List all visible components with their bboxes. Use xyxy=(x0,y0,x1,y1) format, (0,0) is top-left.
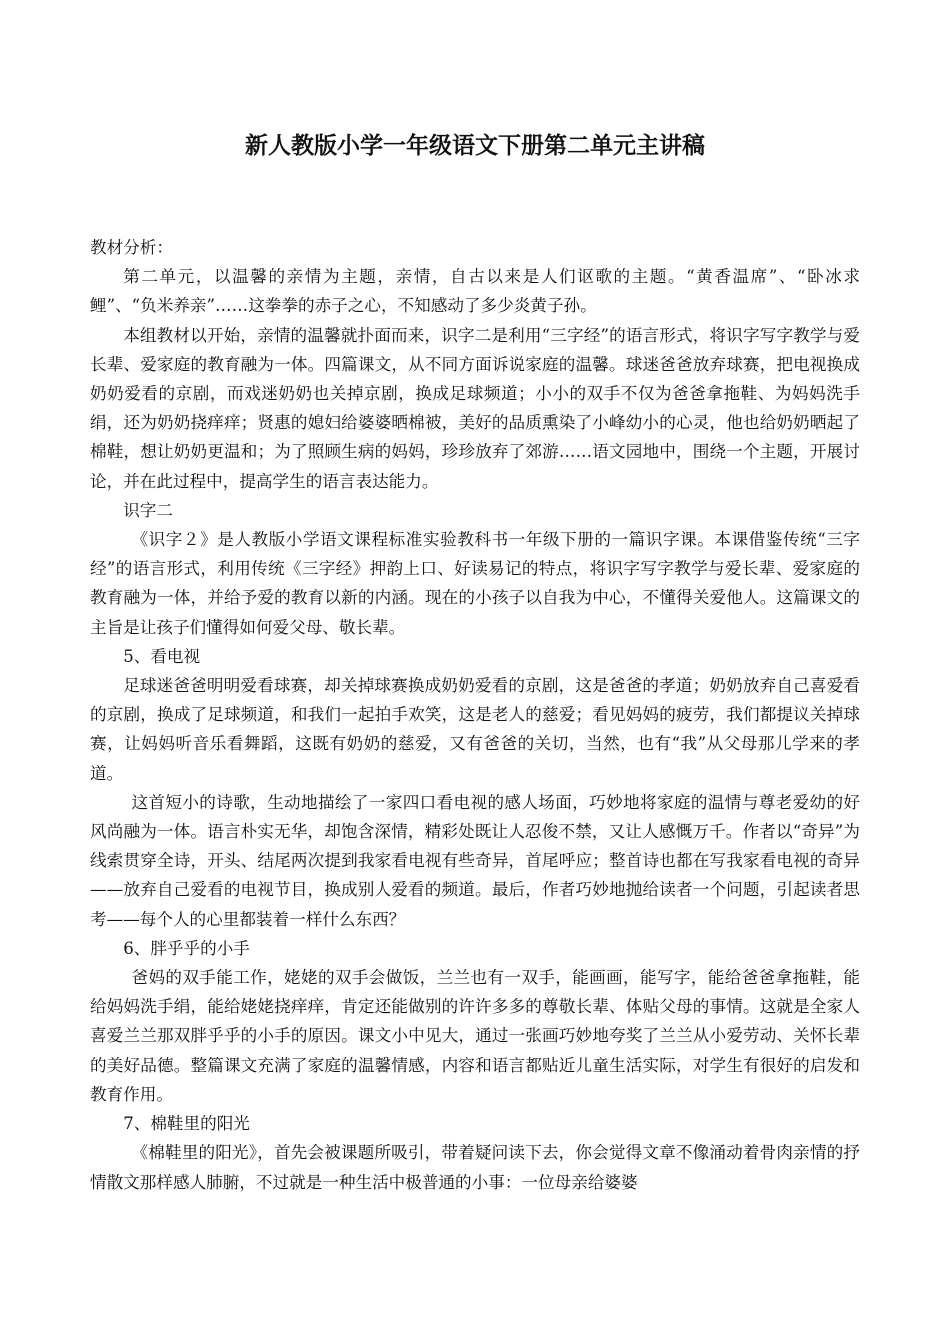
paragraph-unit-overview: 本组教材以开始，亲情的温馨就扑面而来，识字二是利用“三字经”的语言形式，将识字写字教学与爱长辈、爱家庭的教育融为一体。四篇课文，从不同方面诉说家庭的温馨。球迷爸爸放弃球赛，把电视换成奶奶爱看的京剧，而戏迷奶奶也关掉京剧，换成足球频道；小小的双手不仅为爸爸拿拖鞋、为妈妈洗手绢，还为奶奶挠痒痒；贤惠的媳妇给婆婆晒棉被，美好的品质熏染了小峰幼小的心灵，他也给奶奶晒起了棉鞋，想让奶奶更温和；为了照顾生病的妈妈，珍珍放弃了郊游……语文园地中，围绕一个主题，开展讨论，并在此过程中，提高学生的语言表达能力。 xyxy=(90,325,860,491)
section-heading-lesson-6: 6、胖乎乎的小手 xyxy=(123,938,250,958)
paragraph-lesson-5-a: 足球迷爸爸明明爱看球赛，却关掉球赛换成奶奶爱看的京剧，这是爸爸的孝道；奶奶放弃自己喜爱看的京剧，换成了足球频道，和我们一起拍手欢笑，这是老人的慈爱；看见妈妈的疲劳，我们都提议关掉球赛，让妈妈听音乐看舞蹈，这既有奶奶的慈爱，又有爸爸的关切，当然，也有“我”从父母那儿学来的孝道。 xyxy=(90,676,860,783)
section-heading-lesson-7: 7、棉鞋里的阳光 xyxy=(123,1114,250,1134)
document-body xyxy=(90,233,860,1197)
section-heading-shizi-2: 识字二 xyxy=(123,500,173,520)
section-heading-analysis: 教材分析： xyxy=(90,238,173,257)
paragraph-shizi-2: 《识字２》是人教版小学语文课程标准实验教科书一年级下册的一篇识字课。本课借鉴传统“三字经”的语言形式，利用传统《三字经》押韵上口、好读易记的特点，将识字写字教学与爱长辈、爱家庭的教育融为一体，并给予爱的教育以新的内涵。现在的小孩子以自我为中心，不懂得关爱他人。这篇课文的主旨是让孩子们懂得如何爱父母、敬长辈。 xyxy=(90,530,860,637)
document-title: 新人教版小学一年级语文下册第二单元主讲稿 xyxy=(245,133,705,159)
section-heading-lesson-5: 5、看电视 xyxy=(123,646,201,666)
paragraph-unit-theme: 第二单元，以温馨的亲情为主题，亲情，自古以来是人们讴歌的主题。“黄香温席”、“卧冰求鲤”、“负米养亲”……这拳拳的赤子之心，不知感动了多少炎黄子孙。 xyxy=(90,267,860,316)
paragraph-lesson-5-b: 这首短小的诗歌，生动地描绘了一家四口看电视的感人场面，巧妙地将家庭的温情与尊老爱幼的好风尚融为一体。语言朴实无华，却饱含深情，精彩处既让人忍俊不禁，又让人感慨万千。作者以“奇异”为线索贯穿全诗，开头、结尾两次提到我家看电视有些奇异，首尾呼应；整首诗也都在写我家看电视的奇异——放弃自己爱看的电视节目，换成别人爱看的频道。最后，作者巧妙地抛给读者一个问题，引起读者思考——每个人的心里都装着一样什么东西？ xyxy=(90,792,860,929)
paragraph-lesson-7: 《棉鞋里的阳光》，首先会被课题所吸引，带着疑问读下去，你会觉得文章不像涌动着骨肉亲情的抒情散文那样感人肺腑，不过就是一种生活中极普通的小事：一位母亲给婆婆 xyxy=(90,1143,860,1192)
paragraph-lesson-6: 爸妈的双手能工作，姥姥的双手会做饭，兰兰也有一双手，能画画，能写字，能给爸爸拿拖鞋，能给妈妈洗手绢，能给姥姥挠痒痒，肯定还能做别的许许多多的尊敬长辈、体贴父母的事情。这就是全家人喜爱兰兰那双胖乎乎的小手的原因。课文小中见大，通过一张画巧妙地夸奖了兰兰从小爱劳动、关怀长辈的美好品德。整篇课文充满了家庭的温馨情感，内容和语言都贴近儿童生活实际，对学生有很好的启发和教育作用。 xyxy=(90,968,860,1104)
